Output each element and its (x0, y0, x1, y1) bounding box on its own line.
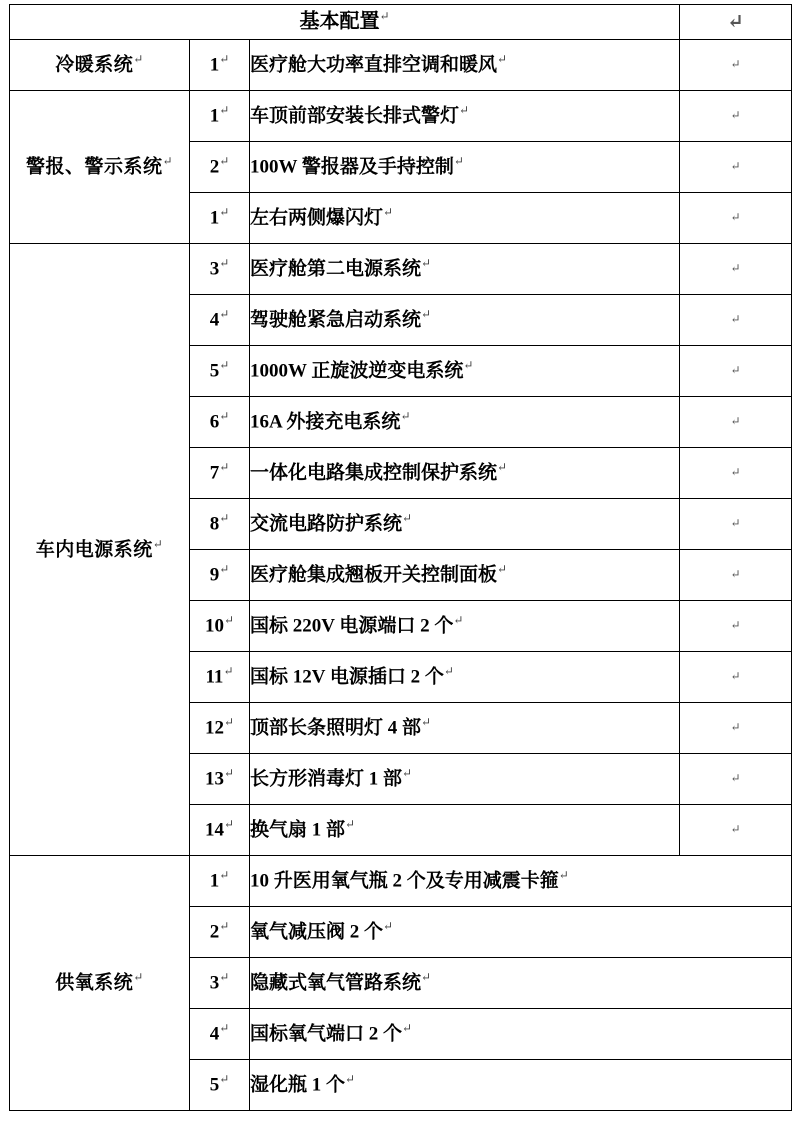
row-note-label: ↵ (730, 516, 741, 531)
row-number (190, 499, 250, 550)
row-note (680, 550, 792, 601)
category-cell-cooling-heating (10, 40, 190, 91)
row-note (680, 703, 792, 754)
paragraph-mark-icon: ↵ (453, 613, 464, 628)
row-note-label: ↵ (730, 669, 741, 684)
row-number (190, 142, 250, 193)
row-number (190, 703, 250, 754)
paragraph-mark-icon: ↵ (133, 52, 144, 67)
row-number-label: 5 (209, 1074, 220, 1096)
row-number-label: 1 (209, 870, 220, 892)
paragraph-mark-icon: ↵ (421, 715, 432, 730)
paragraph-mark-icon: ↵ (219, 1021, 230, 1036)
row-description (250, 499, 680, 550)
row-number-label: 3 (209, 258, 220, 280)
row-number (190, 601, 250, 652)
row-description-label: 医疗舱大功率直排空调和暖风 (250, 54, 498, 76)
paragraph-mark-icon: ↵ (402, 766, 413, 781)
row-description (250, 142, 680, 193)
row-note-label: ↵ (730, 414, 741, 429)
row-note-label: ↵ (730, 822, 741, 837)
row-description-label: 10 升医用氧气瓶 2 个及专用减震卡箍 (250, 870, 559, 892)
row-number-label: 13 (204, 768, 224, 790)
row-note (680, 652, 792, 703)
row-number (190, 907, 250, 958)
row-number-label: 9 (209, 564, 220, 586)
row-description (250, 958, 792, 1009)
row-number (190, 397, 250, 448)
row-note-label: ↵ (730, 57, 741, 72)
row-number-label: 4 (209, 309, 220, 331)
row-note-label: ↵ (730, 210, 741, 225)
paragraph-mark-icon: ↵ (459, 103, 470, 118)
paragraph-mark-icon: ↵ (219, 307, 230, 322)
paragraph-mark-icon: ↵ (497, 460, 508, 475)
paragraph-mark-icon: ↵ (219, 919, 230, 934)
row-description (250, 346, 680, 397)
paragraph-mark-icon: ↵ (421, 256, 432, 271)
row-note-label: ↵ (730, 312, 741, 327)
paragraph-mark-icon: ↵ (497, 52, 508, 67)
table-row (10, 856, 792, 907)
category-cell-alarm-warning (10, 91, 190, 244)
row-description (250, 244, 680, 295)
row-description (250, 856, 792, 907)
paragraph-mark-icon: ↵ (453, 154, 464, 169)
row-number (190, 1009, 250, 1060)
row-description-label: 国标氧气端口 2 个 (250, 1023, 403, 1045)
row-description (250, 805, 680, 856)
row-number-label: 2 (209, 921, 220, 943)
row-number-label: 11 (205, 666, 224, 688)
paragraph-mark-icon: ↵ (223, 664, 234, 679)
paragraph-mark-icon: ↵ (219, 103, 230, 118)
row-number (190, 805, 250, 856)
row-note (680, 244, 792, 295)
row-description (250, 907, 792, 958)
row-note (680, 805, 792, 856)
table-header-note-cell (680, 5, 792, 40)
row-description-label: 顶部长条照明灯 4 部 (250, 717, 422, 739)
table-title: 基本配置 (299, 10, 380, 33)
table-row (10, 244, 792, 295)
row-note (680, 448, 792, 499)
paragraph-mark-icon: ↵ (219, 1072, 230, 1087)
row-description-label: 交流电路防护系统 (250, 513, 403, 535)
category-label: 冷暖系统 (55, 54, 134, 76)
row-number (190, 295, 250, 346)
row-number (190, 346, 250, 397)
row-note-label: ↵ (730, 363, 741, 378)
row-number-label: 6 (209, 411, 220, 433)
row-number (190, 448, 250, 499)
row-description (250, 754, 680, 805)
paragraph-mark-icon: ↵ (152, 536, 164, 551)
paragraph-mark-icon: ↵ (443, 664, 454, 679)
row-number-label: 1 (209, 207, 220, 229)
paragraph-mark-icon: ↵ (133, 970, 144, 985)
row-description (250, 1009, 792, 1060)
row-number (190, 91, 250, 142)
row-number-label: 4 (209, 1023, 220, 1045)
row-number (190, 958, 250, 1009)
row-number-label: 14 (204, 819, 224, 841)
paragraph-mark-icon: ↵ (421, 307, 432, 322)
row-description-label: 长方形消毒灯 1 部 (250, 768, 403, 790)
row-note (680, 142, 792, 193)
row-description-label: 湿化瓶 1 个 (250, 1074, 346, 1096)
paragraph-mark-icon: ↵ (162, 154, 174, 169)
category-cell-oxygen-supply (10, 856, 190, 1111)
row-number (190, 652, 250, 703)
row-description (250, 550, 680, 601)
table-body (10, 5, 792, 1111)
category-label: 车内电源系统 (35, 539, 153, 561)
row-description (250, 652, 680, 703)
paragraph-mark-icon: ↵ (223, 817, 235, 832)
row-description (250, 1060, 792, 1111)
paragraph-mark-icon: ↵ (400, 409, 411, 424)
row-note-label: ↵ (730, 465, 741, 480)
row-note-label: ↵ (730, 771, 741, 786)
paragraph-mark-icon: ↵ (379, 9, 390, 24)
row-description-label: 隐藏式氧气管路系统 (250, 972, 422, 994)
paragraph-mark-icon: ↵ (219, 562, 230, 577)
row-description-label: 100W 警报器及手持控制 (250, 156, 454, 178)
row-description (250, 703, 680, 754)
paragraph-mark-icon: ↵ (383, 205, 394, 220)
row-number (190, 1060, 250, 1111)
row-number (190, 40, 250, 91)
paragraph-mark-icon: ↵ (219, 256, 230, 271)
paragraph-mark-icon: ↵ (463, 358, 474, 373)
row-number-label: 2 (209, 156, 220, 178)
row-description (250, 295, 680, 346)
category-cell-interior-power (10, 244, 190, 856)
row-description (250, 397, 680, 448)
row-description-label: 国标 220V 电源端口 2 个 (250, 615, 454, 637)
paragraph-mark-icon: ↵ (219, 52, 230, 67)
row-number-label: 10 (204, 615, 224, 637)
table-row (10, 91, 792, 142)
row-note (680, 397, 792, 448)
paragraph-mark-icon: ↵ (223, 766, 235, 781)
row-number-label: 7 (209, 462, 220, 484)
header-note-mark-icon: ↵ (727, 10, 744, 33)
row-description-label: 一体化电路集成控制保护系统 (250, 462, 498, 484)
row-description-label: 驾驶舱紧急启动系统 (250, 309, 422, 331)
row-description-label: 左右两侧爆闪灯 (250, 207, 384, 229)
row-number-label: 5 (209, 360, 220, 382)
row-note-label: ↵ (730, 567, 741, 582)
row-note (680, 91, 792, 142)
row-description-label: 16A 外接充电系统 (250, 411, 401, 433)
paragraph-mark-icon: ↵ (219, 460, 230, 475)
paragraph-mark-icon: ↵ (219, 868, 230, 883)
row-description-label: 医疗舱第二电源系统 (250, 258, 422, 280)
row-number-label: 1 (209, 54, 220, 76)
row-description-label: 车顶前部安装长排式警灯 (250, 105, 460, 127)
row-description-label: 氧气减压阀 2 个 (250, 921, 384, 943)
paragraph-mark-icon: ↵ (219, 970, 230, 985)
row-number-label: 12 (204, 717, 224, 739)
row-description-label: 医疗舱集成翘板开关控制面板 (250, 564, 498, 586)
row-note-label: ↵ (730, 159, 741, 174)
row-note (680, 40, 792, 91)
row-number-label: 8 (209, 513, 220, 535)
paragraph-mark-icon: ↵ (223, 613, 235, 628)
category-label: 警报、警示系统 (25, 156, 163, 178)
row-description-label: 换气扇 1 部 (250, 819, 346, 841)
row-number (190, 754, 250, 805)
paragraph-mark-icon: ↵ (402, 511, 413, 526)
spec-table (9, 4, 792, 1111)
row-description-label: 国标 12V 电源插口 2 个 (250, 666, 444, 688)
row-note (680, 499, 792, 550)
row-description (250, 448, 680, 499)
paragraph-mark-icon: ↵ (345, 817, 356, 832)
row-note (680, 601, 792, 652)
table-row (10, 40, 792, 91)
paragraph-mark-icon: ↵ (219, 409, 230, 424)
paragraph-mark-icon: ↵ (223, 715, 235, 730)
table-title-cell (10, 5, 680, 40)
row-description (250, 601, 680, 652)
paragraph-mark-icon: ↵ (219, 154, 230, 169)
row-note-label: ↵ (730, 261, 741, 276)
row-note-label: ↵ (730, 618, 741, 633)
row-note (680, 346, 792, 397)
row-description (250, 40, 680, 91)
row-note-label: ↵ (730, 720, 741, 735)
table-header-row (10, 5, 792, 40)
row-note (680, 754, 792, 805)
row-description (250, 193, 680, 244)
row-number (190, 193, 250, 244)
row-number-label: 1 (209, 105, 220, 127)
paragraph-mark-icon: ↵ (558, 868, 569, 883)
paragraph-mark-icon: ↵ (219, 358, 230, 373)
paragraph-mark-icon: ↵ (345, 1072, 356, 1087)
paragraph-mark-icon: ↵ (383, 919, 394, 934)
row-note-label: ↵ (730, 108, 741, 123)
paragraph-mark-icon: ↵ (421, 970, 432, 985)
row-number (190, 550, 250, 601)
row-note (680, 295, 792, 346)
paragraph-mark-icon: ↵ (402, 1021, 413, 1036)
row-note (680, 193, 792, 244)
paragraph-mark-icon: ↵ (219, 511, 230, 526)
row-number (190, 856, 250, 907)
paragraph-mark-icon: ↵ (219, 205, 230, 220)
row-number (190, 244, 250, 295)
row-description (250, 91, 680, 142)
paragraph-mark-icon: ↵ (497, 562, 508, 577)
category-label: 供氧系统 (55, 972, 134, 994)
row-number-label: 3 (209, 972, 220, 994)
row-description-label: 1000W 正旋波逆变电系统 (250, 360, 464, 382)
